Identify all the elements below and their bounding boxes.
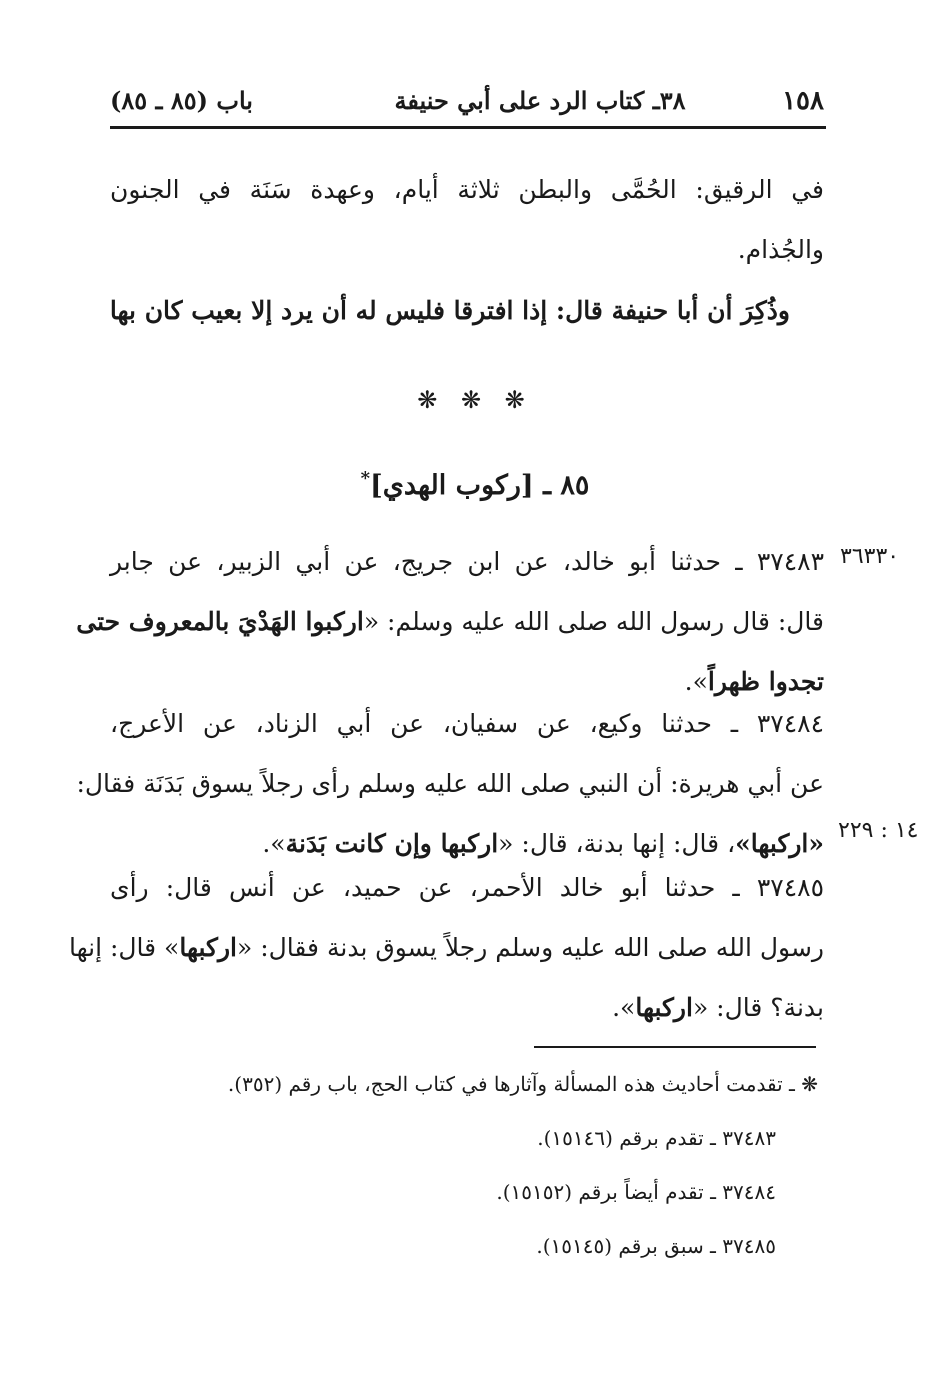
footnote-item: ٣٧٤٨٥ ـ سبق برقم (١٥١٤٥). [536,1234,776,1258]
footnote-rule [534,1046,816,1048]
separator-stars: ❋ ❋ ❋ [417,386,533,414]
hadith-37485 [68,858,825,1038]
intro-line: في الرقيق: الحُمَّى والبطن ثلاثة أيام، وعهدة سَنَة في الجنون [110,175,824,204]
footnote-star: ❋ ـ تقدمت أحاديث هذه المسألة وآثارها في كتاب الحج، باب رقم (٣٥٢). [227,1072,818,1096]
intro-line: والجُذام. [737,235,824,264]
hadith-37483 [76,532,824,712]
hadith-line: رسول الله صلى الله عليه وسلم رجلاً يسوق بدنة فقال: «اركبها» قال: إنها [68,933,824,962]
prophetic-text: اركبوا الهَدْيَ بالمعروف حتى [76,607,364,636]
abu-hanifa-quote: وذُكِرَ أن أبا حنيفة قال: إذا افترقا فليس له أن يرد إلا بعيب كان بها [109,296,790,325]
chapter-reference: باب (٨٥ ـ ٨٥) [110,86,253,115]
hadith-line: تجدوا ظهراً». [684,667,824,696]
hadith-line: بدنة؟ قال: «اركبها». [612,993,824,1022]
footnote-item: ٣٧٤٨٣ ـ تقدم برقم (١٥١٤٦). [537,1126,776,1150]
footnote-item: ٣٧٤٨٤ ـ تقدم أيضاً برقم (١٥١٥٢). [496,1180,776,1204]
hadith-line: «اركبها»، قال: إنها بدنة، قال: «اركبها وإن كانت بَدَنة». [262,829,824,858]
hadith-line: ٣٧٤٨٣ ـ حدثنا أبو خالد، عن ابن جريج، عن أبي الزبير، عن جابر [110,547,824,576]
running-header [110,82,824,122]
section-heading [0,468,950,501]
prophetic-text: اركبها وإن كانت بَدَنة [285,829,499,858]
book-title: ٣٨ـ كتاب الرد على أبي حنيفة [394,86,686,115]
intro-paragraph [110,160,824,280]
prophetic-text: اركبها [635,993,693,1022]
prophetic-text: تجدوا ظهراً [707,667,824,696]
header-rule [110,126,826,129]
prophetic-text: اركبها [179,933,237,962]
hadith-line: ٣٧٤٨٥ ـ حدثنا أبو خالد الأحمر، عن حميد، عن أنس قال: رأى [110,873,825,902]
prophetic-text: «اركبها» [735,829,824,858]
page-number: ١٥٨ [782,86,824,116]
margin-reference: ١٤ : ٢٢٩ [838,818,919,843]
hadith-line: ٣٧٤٨٤ ـ حدثنا وكيع، عن سفيان، عن أبي الزناد، عن الأعرج، [110,709,824,738]
section-title: ٨٥ ـ [ركوب الهدي] [370,470,590,501]
section-footnote-mark: * [360,468,370,489]
hadith-line: قال: قال رسول الله صلى الله عليه وسلم: «اركبوا الهَدْيَ بالمعروف حتى [76,607,824,636]
hadith-line: عن أبي هريرة: أن النبي صلى الله عليه وسلم رأى رجلاً يسوق بَدَنَة فقال: [76,769,824,798]
margin-number: ٣٦٣٣٠ [840,544,900,569]
hadith-37484 [76,694,824,874]
